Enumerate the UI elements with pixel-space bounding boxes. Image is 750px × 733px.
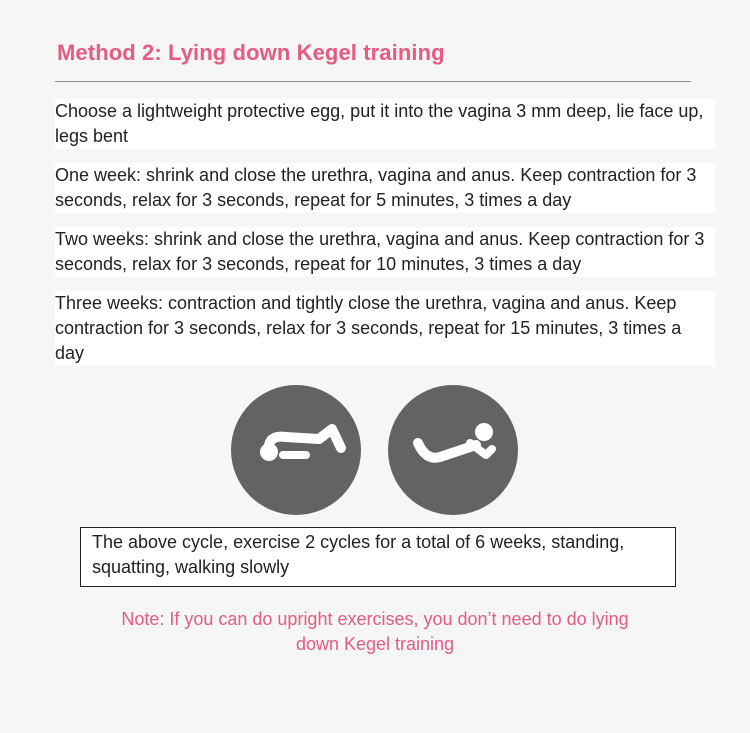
bridge-exercise-icon [388, 385, 518, 515]
lying-exercise-icon [231, 385, 361, 515]
steps-list [55, 99, 720, 380]
title-divider [55, 81, 691, 82]
upright-exercise-note: Note: If you can do upright exercises, you don’t need to do lying down Kegel training [121, 609, 629, 654]
cycle-summary-box: The above cycle, exercise 2 cycles for a total of 6 weeks, standing, squatting, walking slowly [80, 527, 676, 587]
exercise-illustrations [0, 385, 750, 515]
step-week-two: Two weeks: shrink and close the urethra, vagina and anus. Keep contraction for 3 seconds, relax for 3 seconds, repeat for 10 minutes, 3 times a day [55, 227, 715, 277]
step-week-one: One week: shrink and close the urethra, vagina and anus. Keep contraction for 3 seconds, relax for 3 seconds, repeat for 5 minutes, 3 times a day [55, 163, 715, 213]
step-week-three: Three weeks: contraction and tightly close the urethra, vagina and anus. Keep contraction for 3 seconds, relax for 3 seconds, repeat for 15 minutes, 3 times a day [55, 291, 715, 366]
page-title: Method 2: Lying down Kegel training [57, 40, 445, 65]
step-preparation: Choose a lightweight protective egg, put it into the vagina 3 mm deep, lie face up, legs bent [55, 99, 715, 149]
